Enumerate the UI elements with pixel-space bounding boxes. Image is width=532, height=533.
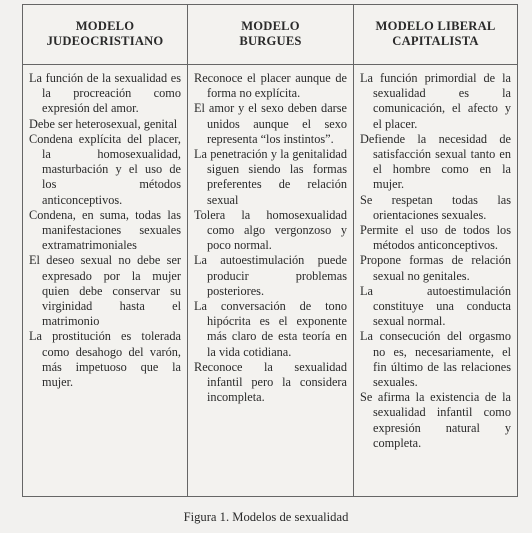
header-judeocristiano-text: MODELO JUDEOCRISTIANO bbox=[46, 19, 164, 48]
list-item: La función primordial de la sexualidad es la comunicación, el afecto y el placer. bbox=[360, 71, 511, 131]
list-item: Tolera la homosexualidad como algo vergonzoso y poco normal. bbox=[194, 207, 347, 253]
column-burgues bbox=[188, 65, 354, 496]
list-item: La conversación de tono hipócrita es el exponente más claro de esta teoría en la vida cotidiana. bbox=[194, 299, 347, 359]
sexuality-models-table bbox=[22, 4, 518, 497]
list-item: Reconoce la sexualidad infantil pero la considera incompleta. bbox=[194, 359, 347, 405]
list-item: La función de la sexualidad es la procreación como expresión del amor. bbox=[29, 71, 181, 116]
list-item: La penetración y la genitalidad siguen siendo las formas preferentes de relación sexual bbox=[194, 147, 347, 207]
list-item: La autoestimulación constituye una conducta sexual normal. bbox=[360, 283, 511, 329]
list-item: Debe ser heterosexual, genital bbox=[29, 116, 178, 131]
list-item: El deseo sexual no debe ser expresado por la mujer quien debe conservar su virginidad hasta el matrimonio bbox=[29, 253, 181, 329]
list-item: Propone formas de relación sexual no genitales. bbox=[360, 253, 511, 283]
list-item: Permite el uso de todos los métodos anticonceptivos. bbox=[360, 223, 511, 253]
header-liberal-capitalista-text: MODELO LIBERAL CAPITALISTA bbox=[375, 19, 496, 48]
figure-caption: Figura 1. Modelos de sexualidad bbox=[183, 510, 349, 524]
list-item: Se afirma la existencia de la sexualidad infantil como expresión natural y completa. bbox=[360, 390, 511, 450]
list-item: La autoestimulación puede producir problemas posteriores. bbox=[194, 253, 347, 298]
list-item: Se respetan todas las orientaciones sexuales. bbox=[360, 192, 511, 222]
column-liberal-capitalista bbox=[354, 65, 517, 496]
list-item: La prostitución es tolerada como desahogo del varón, más impetuoso que la mujer. bbox=[29, 329, 181, 390]
list-item: Condena explícita del placer, la homosexualidad, masturbación y el uso de los métodos anticonceptivos. bbox=[29, 131, 181, 207]
header-burgues bbox=[188, 5, 354, 65]
header-burgues-text: MODELO BURGUES bbox=[239, 19, 302, 48]
list-item: Condena, en suma, todas las manifestaciones sexuales extramatrimoniales bbox=[29, 207, 181, 253]
header-judeocristiano bbox=[23, 5, 188, 65]
list-item: La consecución del orgasmo no es, necesariamente, el fin último de las relaciones sexuales. bbox=[360, 329, 511, 390]
list-item: Reconoce el placer aunque de forma no explícita. bbox=[194, 71, 347, 101]
list-item: Defiende la necesidad de satisfacción sexual tanto en el hombre como en la mujer. bbox=[360, 131, 511, 192]
header-liberal-capitalista bbox=[354, 5, 517, 65]
list-item: El amor y el sexo deben darse unidos aunque el sexo representa “los instintos”. bbox=[194, 101, 347, 146]
column-judeocristiano bbox=[23, 65, 188, 496]
